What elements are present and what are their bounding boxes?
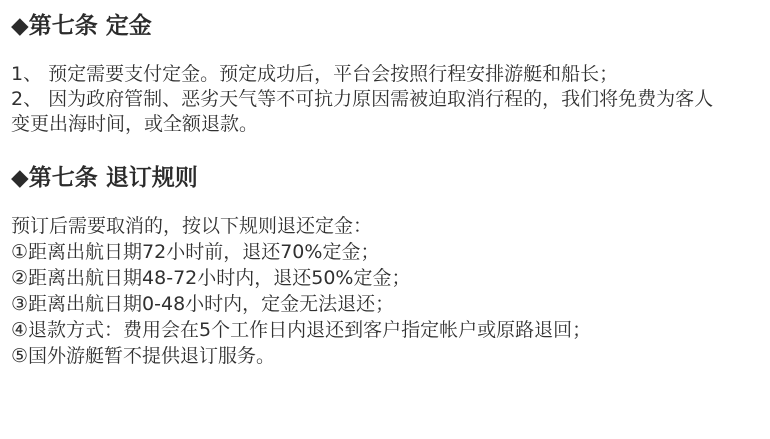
deposit-term-line-3: 变更出海时间，或全额退款。 <box>11 113 259 135</box>
refund-rule-1: ①距离出航日期72小时前，退还70%定金； <box>11 241 380 263</box>
refund-rule-2: ②距离出航日期48-72小时内，退还50%定金； <box>11 267 411 289</box>
refund-rules-paragraph <box>11 213 756 369</box>
deposit-terms-paragraph <box>11 62 756 137</box>
refund-rule-4: ④退款方式：费用会在5个工作日内退还到客户指定帐户或原路退回； <box>11 319 592 341</box>
deposit-term-line-1: 1、 预定需要支付定金。预定成功后，平台会按照行程安排游艇和船长； <box>11 63 619 85</box>
deposit-term-line-2: 2、 因为政府管制、恶劣天气等不可抗力原因需被迫取消行程的，我们将免费为客人 <box>11 88 714 110</box>
refund-rules-intro: 预订后需要取消的，按以下规则退还定金： <box>11 215 373 237</box>
section-heading-deposit: ◆第七条 定金 <box>11 13 152 39</box>
refund-rule-5: ⑤国外游艇暂不提供退订服务。 <box>11 345 276 367</box>
refund-rule-3: ③距离出航日期0-48小时内，定金无法退还； <box>11 293 395 315</box>
section-heading-refund-rules: ◆第七条 退订规则 <box>11 165 198 191</box>
